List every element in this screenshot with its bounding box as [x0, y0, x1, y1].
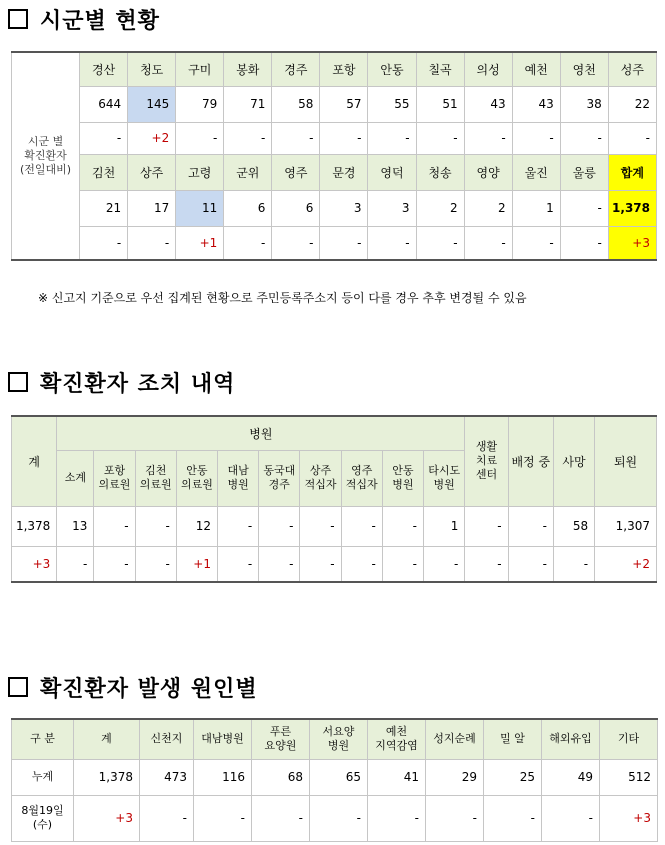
- city-name: 봉화: [224, 52, 272, 86]
- hospital-subheader: 안동 병원: [382, 450, 423, 506]
- measure-value: -: [300, 546, 341, 582]
- city-name: 김천: [80, 154, 128, 190]
- checkbox-icon: [8, 372, 28, 392]
- measure-value: -: [135, 546, 176, 582]
- city-name: 울릉: [560, 154, 608, 190]
- city-delta: -: [224, 122, 272, 154]
- footnote: ※ 신고지 기준으로 우선 집계된 현황으로 주민등록주소지 등이 다를 경우 추후 변경될 수 있음: [38, 291, 527, 305]
- measure-value: -: [300, 506, 341, 546]
- table-row: [12, 416, 657, 450]
- header-life-center: 생활 치료 센터: [465, 416, 508, 506]
- city-name: 문경: [320, 154, 368, 190]
- cause-value: 512: [600, 759, 658, 795]
- cause-header: 해외유입: [542, 719, 600, 759]
- cause-value: 68: [252, 759, 310, 795]
- hospital-subheader: 상주 적십자: [300, 450, 341, 506]
- cause-value: 1,378: [74, 759, 140, 795]
- city-name: 상주: [128, 154, 176, 190]
- hospital-subheader: 대남 병원: [218, 450, 259, 506]
- measure-value: -: [218, 546, 259, 582]
- city-count: 17: [128, 190, 176, 226]
- city-count: 3: [368, 190, 416, 226]
- city-count: 79: [176, 86, 224, 122]
- city-name: 경산: [80, 52, 128, 86]
- measure-value: -: [465, 546, 508, 582]
- table-row: [12, 795, 658, 841]
- hospital-subheader: 포항 의료원: [94, 450, 135, 506]
- city-delta: -: [272, 226, 320, 260]
- measure-value: -: [259, 546, 300, 582]
- patient-measures-table: [11, 415, 657, 583]
- city-delta: -: [464, 226, 512, 260]
- table-row: [12, 506, 657, 546]
- city-delta: -: [512, 226, 560, 260]
- measure-value: +2: [595, 546, 657, 582]
- city-name: 영덕: [368, 154, 416, 190]
- city-name: 안동: [368, 52, 416, 86]
- table-row: [12, 759, 658, 795]
- city-count: 38: [560, 86, 608, 122]
- hospital-subheader: 타시도 병원: [424, 450, 465, 506]
- city-count: 58: [272, 86, 320, 122]
- city-count: 2: [416, 190, 464, 226]
- measure-value: -: [218, 506, 259, 546]
- cause-value: 65: [310, 759, 368, 795]
- measure-value: -: [259, 506, 300, 546]
- hospital-subheader: 김천 의료원: [135, 450, 176, 506]
- measure-value: -: [57, 546, 94, 582]
- cause-value: -: [542, 795, 600, 841]
- city-delta: -: [416, 226, 464, 260]
- measure-value: -: [94, 546, 135, 582]
- city-name: 영천: [560, 52, 608, 86]
- header-death: 사망: [553, 416, 594, 506]
- section-title-by-city: 시군별 현황: [8, 4, 160, 35]
- city-delta: -: [128, 226, 176, 260]
- cause-header: 대남병원: [194, 719, 252, 759]
- cause-value: -: [426, 795, 484, 841]
- table-row: [12, 154, 657, 190]
- city-count: -: [560, 190, 608, 226]
- city-name: 울진: [512, 154, 560, 190]
- cause-header: 신천지: [140, 719, 194, 759]
- city-count: 145: [128, 86, 176, 122]
- table-row: [12, 52, 657, 86]
- city-name: 영주: [272, 154, 320, 190]
- cause-value: +3: [600, 795, 658, 841]
- city-name: 칠곡: [416, 52, 464, 86]
- cause-header: 서요양 병원: [310, 719, 368, 759]
- city-count: 43: [512, 86, 560, 122]
- city-name: 구미: [176, 52, 224, 86]
- section-title-causes: 확진환자 발생 원인별: [8, 672, 258, 703]
- cause-header: 예천 지역감염: [368, 719, 426, 759]
- cause-table: [11, 718, 658, 842]
- row-label: 8월19일 (수): [12, 795, 74, 841]
- city-delta: -: [272, 122, 320, 154]
- city-delta: -: [176, 122, 224, 154]
- city-delta: -: [416, 122, 464, 154]
- hospital-subheader: 안동 의료원: [176, 450, 217, 506]
- cause-header: 구 분: [12, 719, 74, 759]
- measure-value: -: [465, 506, 508, 546]
- city-delta: -: [368, 122, 416, 154]
- cause-header: 밀 알: [484, 719, 542, 759]
- cause-value: -: [310, 795, 368, 841]
- city-delta: -: [224, 226, 272, 260]
- city-name: 포항: [320, 52, 368, 86]
- city-name: 청송: [416, 154, 464, 190]
- cause-value: 49: [542, 759, 600, 795]
- table-row: [12, 86, 657, 122]
- measure-value: 1: [424, 506, 465, 546]
- measure-value: -: [382, 506, 423, 546]
- hospital-subheader: 소계: [57, 450, 94, 506]
- section-title-measures: 확진환자 조치 내역: [8, 367, 235, 398]
- measure-value: -: [424, 546, 465, 582]
- city-name: 의성: [464, 52, 512, 86]
- measure-value: -: [135, 506, 176, 546]
- city-delta: -: [368, 226, 416, 260]
- checkbox-icon: [8, 677, 28, 697]
- city-delta: -: [320, 122, 368, 154]
- city-count: 6: [272, 190, 320, 226]
- measure-value: 12: [176, 506, 217, 546]
- city-name: 예천: [512, 52, 560, 86]
- city-count: 51: [416, 86, 464, 122]
- city-count: 11: [176, 190, 224, 226]
- city-delta: -: [80, 122, 128, 154]
- city-name: 고령: [176, 154, 224, 190]
- city-name: 경주: [272, 52, 320, 86]
- cause-value: -: [140, 795, 194, 841]
- cause-value: 29: [426, 759, 484, 795]
- city-count: 3: [320, 190, 368, 226]
- measure-value: 1,378: [12, 506, 57, 546]
- city-name: 성주: [608, 52, 656, 86]
- cause-header: 계: [74, 719, 140, 759]
- cause-header: 성지순례: [426, 719, 484, 759]
- cause-header: 기타: [600, 719, 658, 759]
- city-status-table: [11, 51, 657, 261]
- cause-value: -: [484, 795, 542, 841]
- row-label: 누계: [12, 759, 74, 795]
- city-delta: -: [320, 226, 368, 260]
- table-row: [12, 190, 657, 226]
- measure-value: -: [382, 546, 423, 582]
- cause-header: 푸른 요양원: [252, 719, 310, 759]
- city-delta: -: [608, 122, 656, 154]
- measure-value: 58: [553, 506, 594, 546]
- city-count: 22: [608, 86, 656, 122]
- measure-value: -: [94, 506, 135, 546]
- city-name: 청도: [128, 52, 176, 86]
- measure-value: 1,307: [595, 506, 657, 546]
- cause-value: 473: [140, 759, 194, 795]
- cause-value: -: [252, 795, 310, 841]
- cause-value: -: [368, 795, 426, 841]
- header-total: 계: [12, 416, 57, 506]
- city-delta: -: [560, 122, 608, 154]
- header-waiting: 배정 중: [508, 416, 553, 506]
- city-count: 6: [224, 190, 272, 226]
- city-name: 영양: [464, 154, 512, 190]
- city-delta: -: [80, 226, 128, 260]
- measure-value: -: [341, 546, 382, 582]
- city-count: 644: [80, 86, 128, 122]
- city-count: 1,378: [608, 190, 656, 226]
- table-row: [12, 122, 657, 154]
- city-count: 43: [464, 86, 512, 122]
- table-row: [12, 226, 657, 260]
- cause-value: +3: [74, 795, 140, 841]
- table-row: [12, 719, 658, 759]
- city-delta: -: [464, 122, 512, 154]
- measure-value: +3: [12, 546, 57, 582]
- hospital-subheader: 동국대 경주: [259, 450, 300, 506]
- city-count: 71: [224, 86, 272, 122]
- cause-value: -: [194, 795, 252, 841]
- cause-value: 41: [368, 759, 426, 795]
- hospital-subheader: 영주 적십자: [341, 450, 382, 506]
- city-delta: -: [512, 122, 560, 154]
- measure-value: -: [341, 506, 382, 546]
- city-name: 합계: [608, 154, 656, 190]
- checkbox-icon: [8, 9, 28, 29]
- header-discharge: 퇴원: [595, 416, 657, 506]
- header-hospital: 병원: [57, 416, 465, 450]
- measure-value: +1: [176, 546, 217, 582]
- city-count: 2: [464, 190, 512, 226]
- city-count: 55: [368, 86, 416, 122]
- measure-value: -: [508, 506, 553, 546]
- measure-value: 13: [57, 506, 94, 546]
- city-delta: -: [560, 226, 608, 260]
- measure-value: -: [508, 546, 553, 582]
- table-row: [12, 546, 657, 582]
- cause-value: 25: [484, 759, 542, 795]
- side-label: 시군 별 확진환자 (전일대비): [12, 52, 80, 260]
- cause-value: 116: [194, 759, 252, 795]
- city-count: 57: [320, 86, 368, 122]
- city-name: 군위: [224, 154, 272, 190]
- city-delta: +3: [608, 226, 656, 260]
- measure-value: -: [553, 546, 594, 582]
- city-count: 21: [80, 190, 128, 226]
- city-delta: +2: [128, 122, 176, 154]
- city-delta: +1: [176, 226, 224, 260]
- city-count: 1: [512, 190, 560, 226]
